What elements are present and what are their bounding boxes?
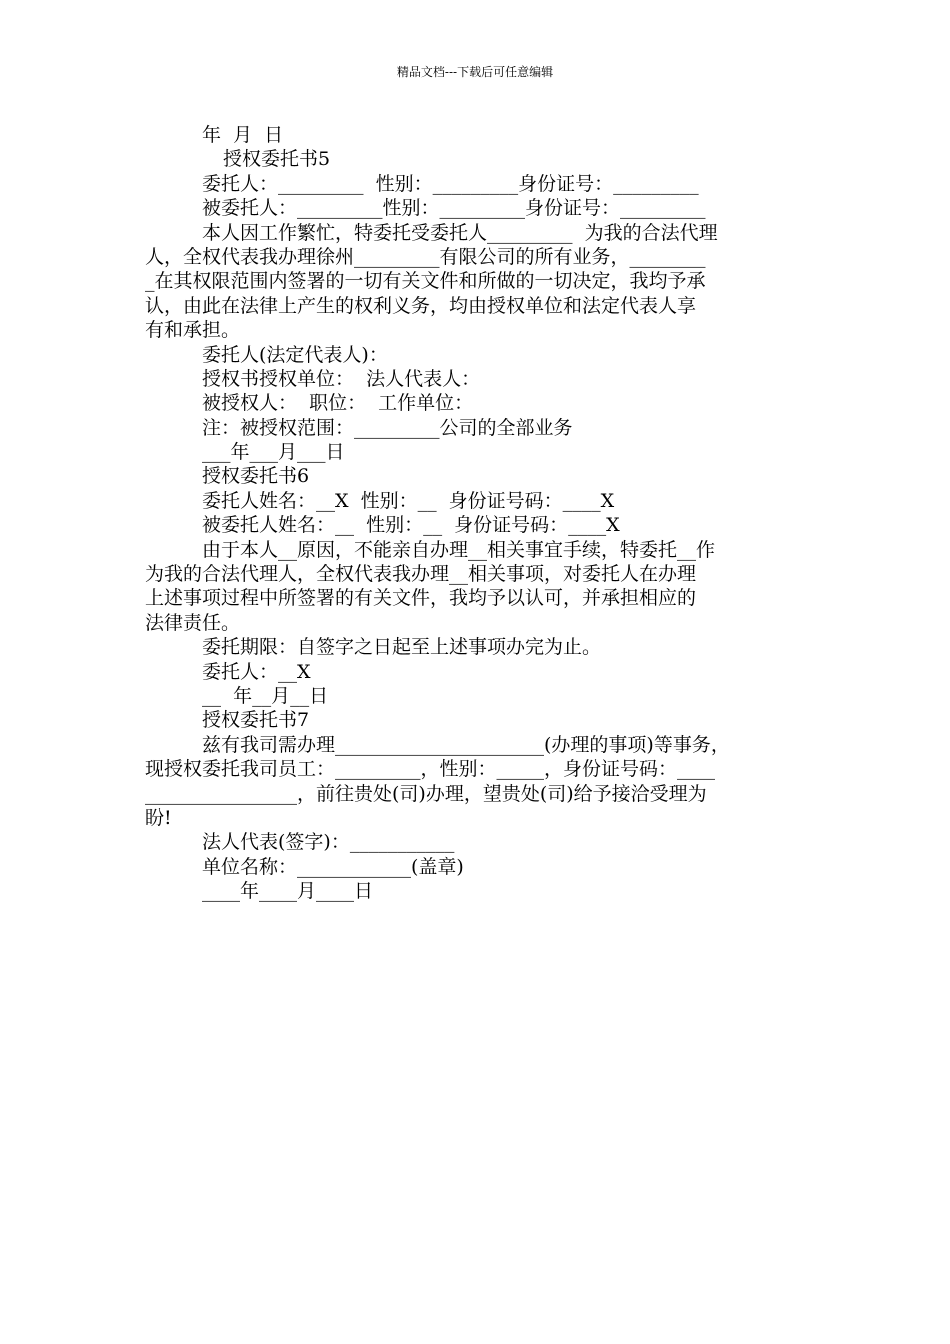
paragraph-line: 为我的合法代理人，全权代表我办理__相关事项，对委托人在办理 [145, 563, 697, 586]
heading-authorization-5: 授权委托书5 [223, 148, 331, 171]
term-line: 委托期限：自签字之日起至上述事项办完为止。 [202, 636, 602, 659]
paragraph-line: 由于本人__原因，不能亲自办理__相关事宜手续，特委托__作 [202, 538, 716, 561]
legal-rep-signature-line: 法人代表(签字)：___________ [202, 831, 455, 854]
authorizing-unit-line: 授权书授权单位： 法人代表人： [202, 367, 481, 390]
principal-info-line: 委托人：_________ 性别：_________身份证号：_________ [202, 172, 699, 195]
paragraph-line: 上述事项过程中所签署的有关文件，我均予以认可，并承担相应的 [145, 587, 697, 610]
principal-signature-line: 委托人：__X [202, 660, 311, 683]
date-line-1: 年 月 日 [202, 124, 284, 146]
paragraph-line: 本人因工作繁忙，特委托受委托人_________ 为我的合法代理 [202, 221, 718, 244]
principal-name-line: 委托人姓名：__X 性别：__ 身份证号码：____X [202, 489, 615, 512]
date-line-4: ____年____月____日 [202, 880, 374, 903]
agent-info-line: 被委托人：_________性别：_________身份证号：_________ [202, 197, 706, 220]
paragraph-line: ________________，前往贵处(司)办理，望贵处(司)给予接洽受理为 [145, 782, 707, 805]
paragraph-line: 现授权委托我司员工：_________，性别：_____，身份证号码：____ [145, 758, 716, 781]
page-header: 精品文档---下载后可任意编辑 [396, 65, 554, 79]
paragraph-line: _在其权限范围内签署的一切有关文件和所做的一切决定，我均予承 [145, 270, 706, 293]
agent-name-line: 被委托人姓名：__ 性别：__ 身份证号码：____X [202, 514, 620, 537]
paragraph-line: 认，由此在法律上产生的权利义务，均由授权单位和法定代表人享 [145, 294, 697, 317]
paragraph-line: 有和承担。 [145, 319, 241, 342]
principal-legal-rep-line: 委托人(法定代表人)： [202, 343, 388, 366]
date-line-3: __ 年__月__日 [202, 684, 329, 707]
heading-authorization-7: 授权委托书7 [202, 709, 310, 732]
document-body [145, 123, 820, 904]
paragraph-line: 盼! [145, 806, 172, 829]
unit-name-line: 单位名称：____________(盖章) [202, 855, 464, 878]
paragraph-line: 人，全权代表我办理徐州_________有限公司的所有业务，________ [145, 245, 706, 268]
paragraph-line: 兹有我司需办理______________________(办理的事项)等事务， [202, 733, 730, 756]
scope-note-line: 注：被授权范围：_________公司的全部业务 [202, 416, 573, 439]
heading-authorization-6: 授权委托书6 [202, 465, 310, 488]
authorized-person-line: 被授权人： 职位： 工作单位： [202, 392, 474, 415]
date-line-2: ___年___月___日 [202, 441, 345, 464]
paragraph-line: 法律责任。 [145, 611, 241, 634]
